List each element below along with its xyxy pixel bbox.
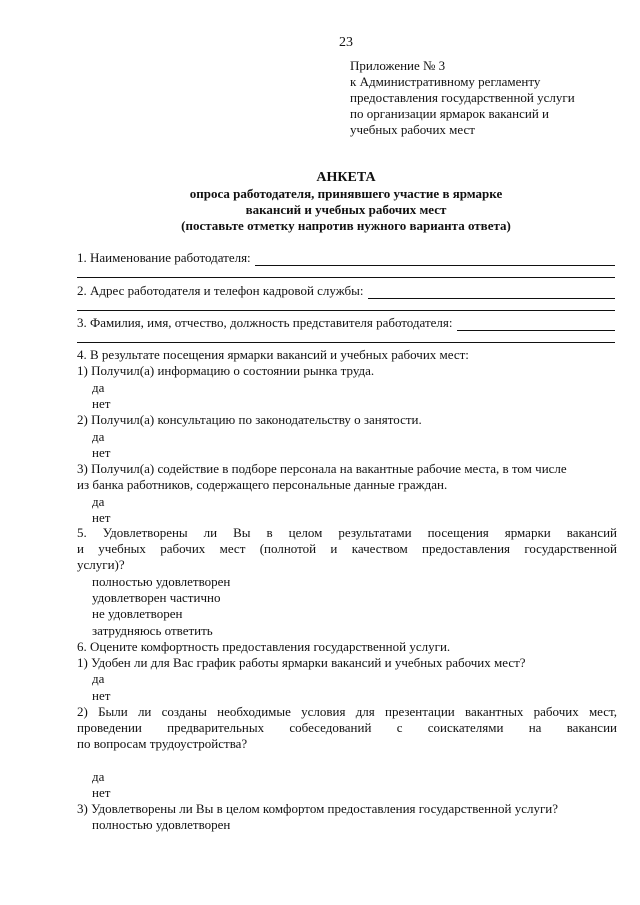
form-subtitle: вакансий и учебных рабочих мест	[245, 202, 447, 217]
question-4: 4. В результате посещения ярмарки вакансий и учебных рабочих мест:	[77, 347, 469, 362]
employer-name-blank[interactable]	[255, 253, 615, 266]
question-6-3: 3) Удовлетворены ли Вы в целом комфортом предоставления государственной услуги?	[77, 801, 559, 816]
employer-name-label: 1. Наименование работодателя:	[77, 250, 251, 265]
answer-no[interactable]: нет	[92, 510, 111, 525]
representative-label: 3. Фамилия, имя, отчество, должность представителя работодателя:	[77, 315, 453, 330]
appendix-line: Приложение № 3	[350, 58, 446, 73]
appendix-line: по организации ярмарок вакансий и	[350, 106, 549, 121]
form-subtitle: опроса работодателя, принявшего участие в ярмарке	[189, 186, 503, 201]
question-5: 5. Удовлетворены ли Вы в целом результатами посещения ярмарки вакансий	[77, 525, 617, 540]
question-4-2: 2) Получил(а) консультацию по законодательству о занятости.	[77, 412, 422, 427]
employer-address-blank[interactable]	[368, 286, 615, 299]
answer-yes[interactable]: да	[92, 380, 105, 395]
answer-yes[interactable]: да	[92, 429, 105, 444]
answer-no[interactable]: нет	[92, 785, 111, 800]
question-6-2: по вопросам трудоустройства?	[77, 736, 248, 751]
option-fully-satisfied[interactable]: полностью удовлетворен	[92, 574, 231, 589]
option-hard-to-answer[interactable]: затрудняюсь ответить	[92, 623, 213, 638]
question-4-1: 1) Получил(а) информацию о состоянии рынка труда.	[77, 363, 375, 378]
question-6: 6. Оцените комфортность предоставления государственной услуги.	[77, 639, 451, 654]
page-number: 23	[339, 35, 353, 50]
appendix-line: предоставления государственной услуги	[350, 90, 575, 105]
appendix-line: к Административному регламенту	[350, 74, 541, 89]
employer-address-blank-line2[interactable]	[77, 310, 615, 311]
form-title: АНКЕТА	[316, 170, 376, 185]
question-6-2: 2) Были ли созданы необходимые условия для презентации вакантных рабочих мест,	[77, 704, 617, 719]
representative-blank-line2[interactable]	[77, 342, 615, 343]
question-5: услуги)?	[77, 557, 125, 572]
representative-blank[interactable]	[457, 318, 615, 331]
form-instruction: (поставьте отметку напротив нужного варианта ответа)	[181, 218, 511, 233]
option-fully-satisfied[interactable]: полностью удовлетворен	[92, 817, 231, 832]
option-not-satisfied[interactable]: не удовлетворен	[92, 606, 183, 621]
representative-field	[77, 315, 615, 331]
question-4-3: из банка работников, содержащего персональные данные граждан.	[77, 477, 448, 492]
appendix-header	[350, 58, 620, 138]
appendix-line: учебных рабочих мест	[350, 122, 475, 137]
answer-no[interactable]: нет	[92, 688, 111, 703]
question-4-3: 3) Получил(а) содействие в подборе персонала на вакантные рабочие места, в том числе	[77, 461, 567, 476]
answer-no[interactable]: нет	[92, 396, 111, 411]
answer-yes[interactable]: да	[92, 769, 105, 784]
employer-name-field	[77, 250, 615, 266]
question-6-2: проведении предварительных собеседований с соискателями на вакансии	[77, 720, 617, 735]
question-6-1: 1) Удобен ли для Вас график работы ярмарки вакансий и учебных рабочих мест?	[77, 655, 526, 670]
question-5: и учебных рабочих мест (полнотой и качеством предоставления государственной	[77, 541, 617, 556]
answer-yes[interactable]: да	[92, 494, 105, 509]
answer-no[interactable]: нет	[92, 445, 111, 460]
employer-address-label: 2. Адрес работодателя и телефон кадровой службы:	[77, 283, 364, 298]
employer-name-blank-line2[interactable]	[77, 277, 615, 278]
employer-address-field	[77, 283, 615, 299]
answer-yes[interactable]: да	[92, 671, 105, 686]
option-partially-satisfied[interactable]: удовлетворен частично	[92, 590, 221, 605]
